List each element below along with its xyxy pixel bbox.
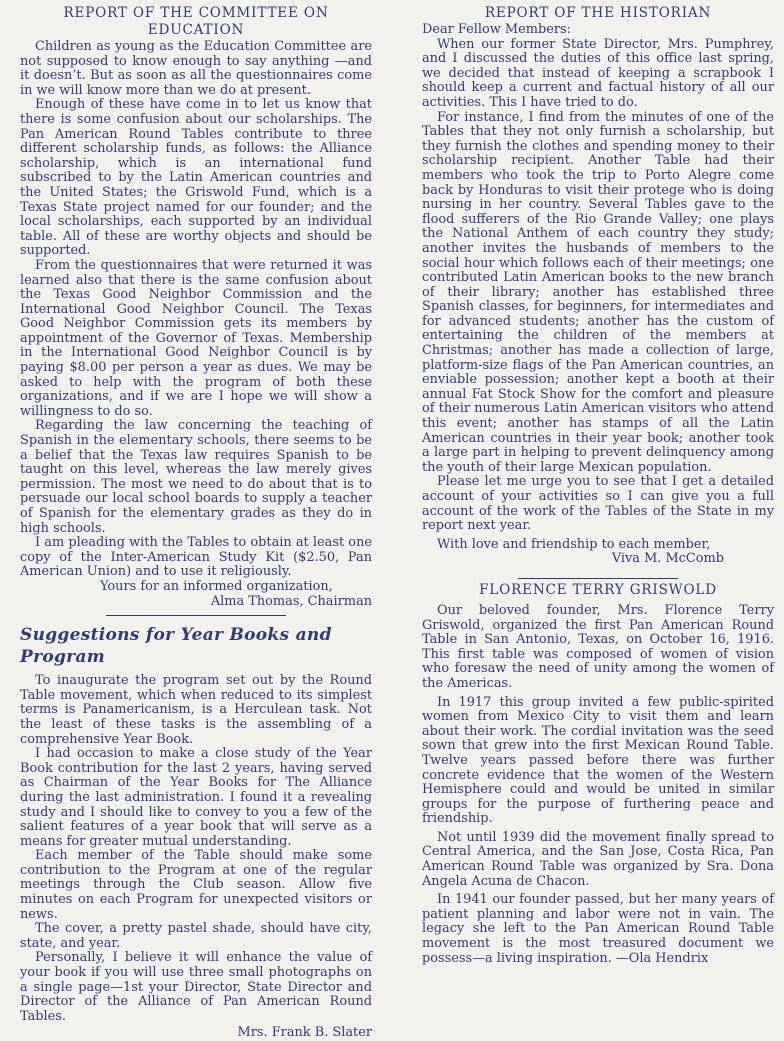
suggestions-year-books [20,624,372,1041]
historian-report [422,6,774,567]
education-report-title-line2: EDUCATION [147,22,245,38]
education-paragraph-5: I am pleading with the Tables to obtain at least one copy of the Inter-American Study Kit ($2.50, Pan American Union) and to use it religiously. [20,535,372,580]
historian-closing: With love and friendship to each member, [437,536,711,552]
right-column [422,6,774,966]
historian-paragraph-1: When our former State Director, Mrs. Pumphrey, and I discussed the duties of this office last spring, we decided that instead of keeping a scrapbook I should keep a current and factual history of all our activities. This I have tried to do. [422,36,774,110]
education-paragraph-3: From the questionnaires that were returned it was learned also that there is the same confusion about the Texas Good Neighbor Commission and the International Good Neighbor Council. The Texas Good Neighbor Commission gets its members by appointment of the Governor of Texas. Membership in the International Good Neighbor Council is by paying $8.00 per person a year as dues. We may be asked to help with the program of both these organizations, and if we are I hope we will show a willingness to do so. [20,257,372,419]
historian-paragraph-3: Please let me urge you to see that I get a detailed account of your activities so I can give you a full account of the work of the Tables of the State in my report next year. [422,474,774,534]
education-paragraph-2: Enough of these have come in to let us know that there is some confusion about our scholarships. The Pan American Round Tables contribute to three different scholarship funds, as follows: the Alliance scholarship, which is an international fund subscribed to by the Latin American countries and the United States; the Griswold Fund, which is a Texas State project named for our founder; and the local scholarships, each supported by an individual table. All of these are worthy objects and should be supported. [20,97,372,259]
suggestions-paragraph-2: I had occasion to make a close study of the Year Book contribution for the last 2 years, having served as Chairman of the Year Books for The Alliance during the last administration. I found it a revealing study and I should like to convey to you a few of the salient features of a year book that will serve as a means for greater mutual understanding. [20,746,372,849]
education-signature: Alma Thomas, Chairman [210,593,372,609]
education-committee-report [20,6,372,609]
griswold-title: FLORENCE TERRY GRISWOLD [479,581,717,598]
griswold-paragraph-1: Our beloved founder, Mrs. Florence Terry Griswold, organized the first Pan American Round Table in San Antonio, Texas, on October 16, 1916. This first table was composed of women of vision who foresaw the need of unity among the women of the Americas. [422,602,774,691]
section-divider [518,578,678,579]
griswold-paragraph-4: In 1941 our founder passed, but her many years of patient planning and labor were not in vain. The legacy she left to the Pan American Round Table movement is the most treasured document we possess—a living inspiration. —Ola Hendrix [422,892,774,966]
griswold-tribute [422,583,774,966]
education-closing: Yours for an informed organization, [100,578,333,594]
historian-report-title: REPORT OF THE HISTORIAN [484,5,712,21]
suggestions-paragraph-3: Each member of the Table should make some contribution to the Program at one of the regular meetings through the Club season. Allow five minutes on each Program for unexpected visitors or news. [20,848,372,922]
education-report-title-line1: REPORT OF THE COMMITTEE ON [63,5,329,21]
griswold-paragraph-3: Not until 1939 did the movement finally spread to Central America, and the San Jose, Costa Rica, Pan American Round Table was organized by Sra. Dona Angela Acuna de Chacon. [422,829,774,889]
historian-paragraph-2: For instance, I find from the minutes of one of the Tables that they not only furnish a scholarship, but they furnish the clothes and spending money to their scholarship recipient. Another Table had their members who took the trip to Porto Alegre come back by Honduras to visit their protege who is doing nursing in her country. Several Tables gave to the flood sufferers of the Rio Grande Valley; one plays the National Anthem of each country they study; another invites the husbands of members to the social hour which follows each of their meetings; one contributed Latin American books to the new branch of their library; another has established three Spanish classes, for beginners, for intermediates and for advanced students; another has the custom of entertaining the children of the members at Christmas; another has made a collection of large, platform-size flags of the Pan American countries, an enviable possession; another kept a booth at their annual Fat Stock Show for the comfort and pleasure of their numerous Latin American visitors who attend this event; another has stamps of all the Latin American countries in their year book; another took a large part in helping to prevent delinquency among the youth of their large Mexican population. [422,109,774,475]
historian-salutation: Dear Fellow Members: [422,22,571,37]
suggestions-paragraph-4: The cover, a pretty pastel shade, should have city, state, and year. [20,921,372,951]
suggestions-signature: Mrs. Frank B. Slater [237,1025,372,1041]
suggestions-paragraph-1: To inaugurate the program set out by the Round Table movement, which when reduced to its simplest terms is Panamericanism, is a Herculean task. Not the least of these tasks is the assembling of a comprehensive Year Book. [20,673,372,747]
historian-signature: Viva M. McComb [611,551,724,567]
education-paragraph-4: Regarding the law concerning the teaching of Spanish in the elementary schools, there seems to be a belief that the Texas law requires Spanish to be taught on this level, whereas the law merely gives permission. The most we need to do about that is to persuade our local school boards to supply a teacher of Spanish for the elementary grades as they do in high schools. [20,418,372,536]
left-column [20,6,372,1041]
section-divider [106,615,286,616]
suggestions-title: Suggestions for Year Books and Program [20,625,332,668]
education-paragraph-1: Children as young as the Education Committee are not supposed to know enough to say anything —and it doesn’t. But as soon as all the questionnaires come in we will know more than we do at present. [20,39,372,98]
griswold-paragraph-2: In 1917 this group invited a few public-spirited women from Mexico City to visit them and learn about their work. The cordial invitation was the seed sown that grew into the first Mexican Round Table. Twelve years passed before there was further concrete evidence that the women of the Western Hemisphere could and would be united in similar groups for the purpose of furthering peace and friendship. [422,694,774,827]
suggestions-paragraph-5: Personally, I believe it will enhance the value of your book if you will use three small photographs on a single page—1st your Director, State Director and Director of the Alliance of Pan American Round Tables. [20,950,372,1024]
